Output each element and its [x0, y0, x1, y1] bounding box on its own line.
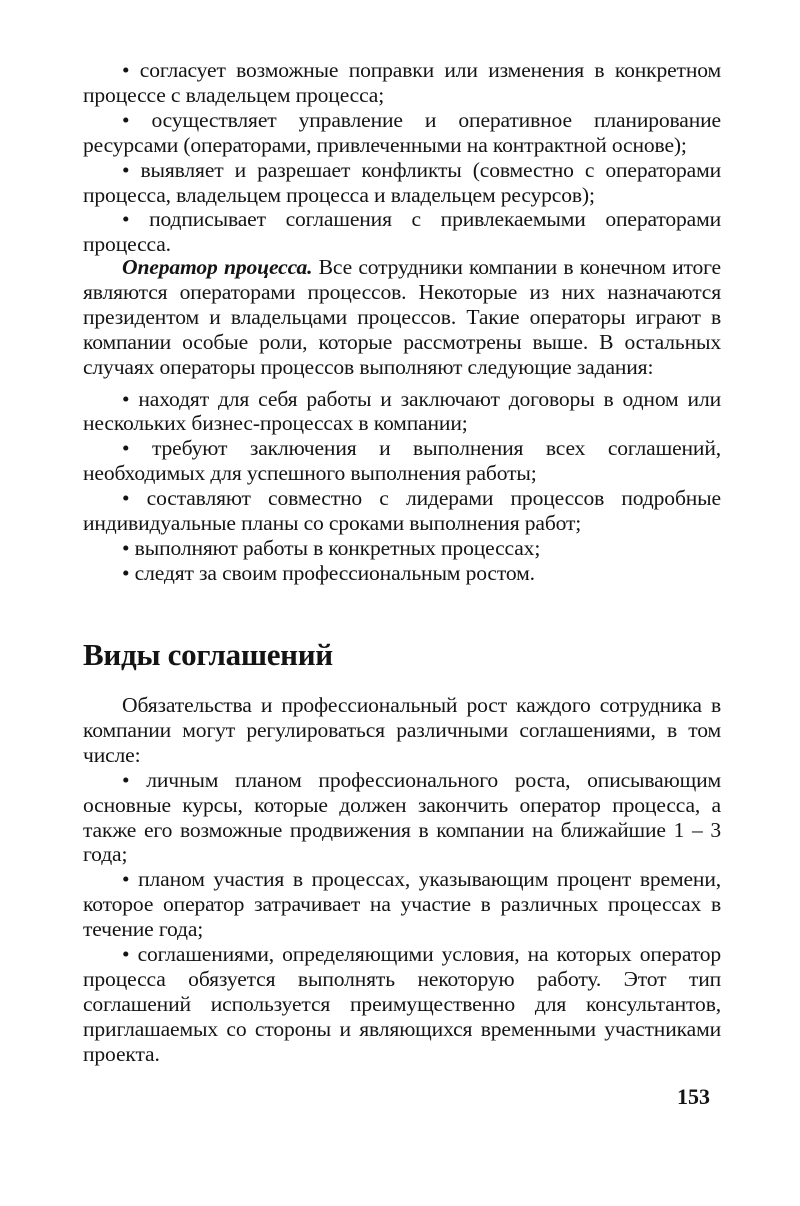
list-item: • выполняют работы в конкретных процессах; [83, 536, 721, 561]
list-item: • соглашениями, определяющими условия, на которых оператор процесса обязуется выполнять некоторую работу. Этот тип соглашений используется преимущественно для консультантов, приглашаемых со стороны и являющихся временными участниками проекта. [83, 942, 721, 1067]
list-item: • осуществляет управление и оперативное планирование ресурсами (операторами, привлеченными на контрактной основе); [83, 108, 721, 158]
operator-paragraph [83, 255, 721, 380]
list-item: • выявляет и разрешает конфликты (совместно с операторами процесса, владельцем процесса и владельцем ресурсов); [83, 158, 721, 208]
list-item: • следят за своим профессиональным ростом. [83, 561, 721, 586]
list-item: • личным планом профессионального роста, описывающим основные курсы, которые должен закончить оператор процесса, а также его возможные продвижения в компании на ближайшие 1 – 3 года; [83, 768, 721, 868]
section-heading: Виды соглашений [83, 637, 333, 672]
process-operator-section [83, 255, 721, 586]
operator-lead-term: Оператор процесса. [122, 255, 313, 279]
list-item: • согласует возможные поправки или изменения в конкретном процессе с владельцем процесса; [83, 58, 721, 108]
agreements-intro: Обязательства и профессиональный рост каждого сотрудника в компании могут регулироваться различными соглашениями, в том числе: [83, 693, 721, 767]
list-item: • составляют совместно с лидерами процессов подробные индивидуальные планы со сроками выполнения работ; [83, 486, 721, 536]
operator-text: Все сотрудники компании в конечном итоге являются операторами процессов. Некоторые из них назначаются президентом и владельцами процессов. Такие операторы играют в компании особые роли, которые рассмотрены выше. В остальных случаях операторы процессов выполняют следующие задания: [83, 255, 721, 379]
list-item: • планом участия в процессах, указывающим процент времени, которое оператор затрачивает на участие в различных процессах в течение года; [83, 867, 721, 942]
agreements-section [83, 693, 721, 1067]
owner-duties-list [83, 58, 721, 257]
page-number: 153 [677, 1084, 710, 1109]
list-item: • находят для себя работы и заключают договоры в одном или нескольких бизнес-процессах в компании; [83, 387, 721, 437]
list-item: • подписывает соглашения с привлекаемыми операторами процесса. [83, 207, 721, 257]
list-item: • требуют заключения и выполнения всех соглашений, необходимых для успешного выполнения работы; [83, 436, 721, 486]
